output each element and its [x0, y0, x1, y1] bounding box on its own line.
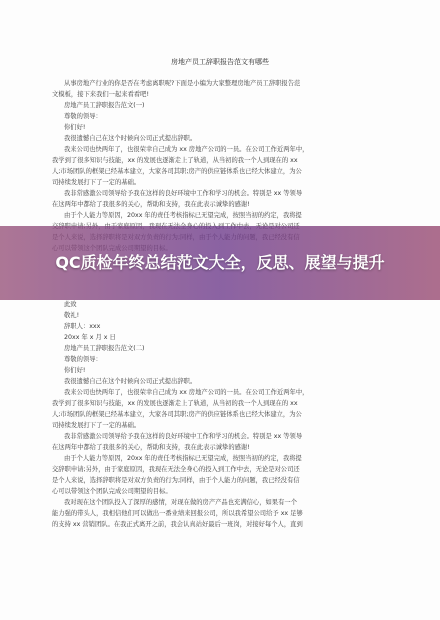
document-line: 司持续发展打下了一定的基础。 — [52, 422, 141, 429]
document-line: 我很遗憾自己在这个时候向公司正式提出辞职。 — [64, 135, 197, 142]
document-line: 人;市场团队的框架已经基本建立，大家各司其职;房产的供应链体系也已经大体建立，为公 — [52, 168, 302, 175]
document-line: 尊敬的领导： — [64, 113, 102, 120]
document-line: 从事房地产行业的你是否在考虑离职呢?下面是小编为大家整理房地产员工辞职报告范 — [64, 80, 301, 87]
document-line: 由于个人能力等原因，20xx 年的责任考核指标已无望完成，按照当初的约定，我将提 — [64, 212, 302, 219]
document-line: 人;市场团队的框架已经基本建立，大家各司其职;房产的供应链体系也已经大体建立，为公 — [52, 411, 302, 418]
document-line: 我很遗憾自己在这个时候向公司正式提出辞职。 — [64, 378, 197, 385]
document-line: 司持续发展打下了一定的基础。 — [52, 179, 141, 186]
document-line: 辞职人：xxx — [64, 323, 101, 330]
document-line: 尊敬的领导： — [64, 356, 102, 363]
document-line: 我学到了很多知识与技能，xx 的发展也逐渐走上了轨道，从当初的我一个人到现在的 xx — [52, 400, 298, 407]
banner-headline[interactable]: QC质检年终总结范文大全，反思、展望与提升 — [55, 253, 385, 272]
document-line: 我非常感激公司领导给予我在这样的良好环境中工作和学习的机会。特别是 xx 等领导 — [64, 433, 303, 440]
document-line: 心可以带领这个团队完成公司期望的目标。 — [52, 488, 172, 495]
document-line: 我学到了很多知识与技能，xx 的发展也逐渐走上了轨道，从当初的我一个人到现在的 xx — [52, 157, 298, 164]
document-line: 20xx 年 x 月 x 日 — [64, 334, 116, 341]
headline-banner[interactable] — [0, 226, 440, 300]
document-line: 你们好! — [64, 367, 86, 374]
document-line: 由于个人能力等原因，20xx 年的责任考核指标已无望完成，按照当初的约定，我将提 — [64, 455, 302, 462]
document-line: 在这两年中都给了我很多的关心，帮助和支持，我在此表示诚挚的感谢! — [52, 444, 250, 451]
document-line: 交辞职申请;另外，由于家庭原因，我现在无法全身心的投入到工作中去，无论是对公司还 — [52, 466, 300, 473]
document-line: 敬礼! — [64, 312, 80, 319]
document-line: 房地产员工辞职报告范文(一) — [64, 102, 145, 109]
document-line: 在这两年中都给了我很多的关心，帮助和支持，我在此表示诚挚的感谢! — [52, 201, 250, 208]
document-line: 能力强的带头人，我相信他们可以做出一番业绩来回报公司，所以我希望公司给予 xx 足够 — [52, 510, 303, 517]
document-line: 文模板，接下来我们一起来看看吧! — [52, 91, 149, 98]
document-line: 是个人来说，选择辞职将是对双方负责的行为;同样，由于个人能力的问题，我已经没有信 — [52, 477, 300, 484]
document-line: 我来公司也快两年了，也很荣幸自己成为 xx 房地产公司的一员。在公司工作近两年中， — [64, 146, 309, 153]
document-line: 我来公司也快两年了，也很荣幸自己成为 xx 房地产公司的一员。在公司工作近两年中， — [64, 389, 309, 396]
document-line: 此致 — [64, 301, 77, 308]
document-line: 我对现在这个团队投入了深厚的感情，对现在做的房产产品也充满信心，如果有一个 — [64, 499, 297, 506]
document-line: 你们好! — [64, 124, 86, 131]
document-line: 房地产员工辞职报告范文(二) — [64, 345, 145, 352]
document-line: 的支持 xx 营销团队。在我正式离开之前，我会认真站好最后一班岗，对接好每个人，直到 — [52, 521, 303, 528]
document-title: 房地产员工辞职报告范文有哪些 — [171, 58, 269, 66]
document-line: 我非常感激公司领导给予我在这样的良好环境中工作和学习的机会。特别是 xx 等领导 — [64, 190, 303, 197]
